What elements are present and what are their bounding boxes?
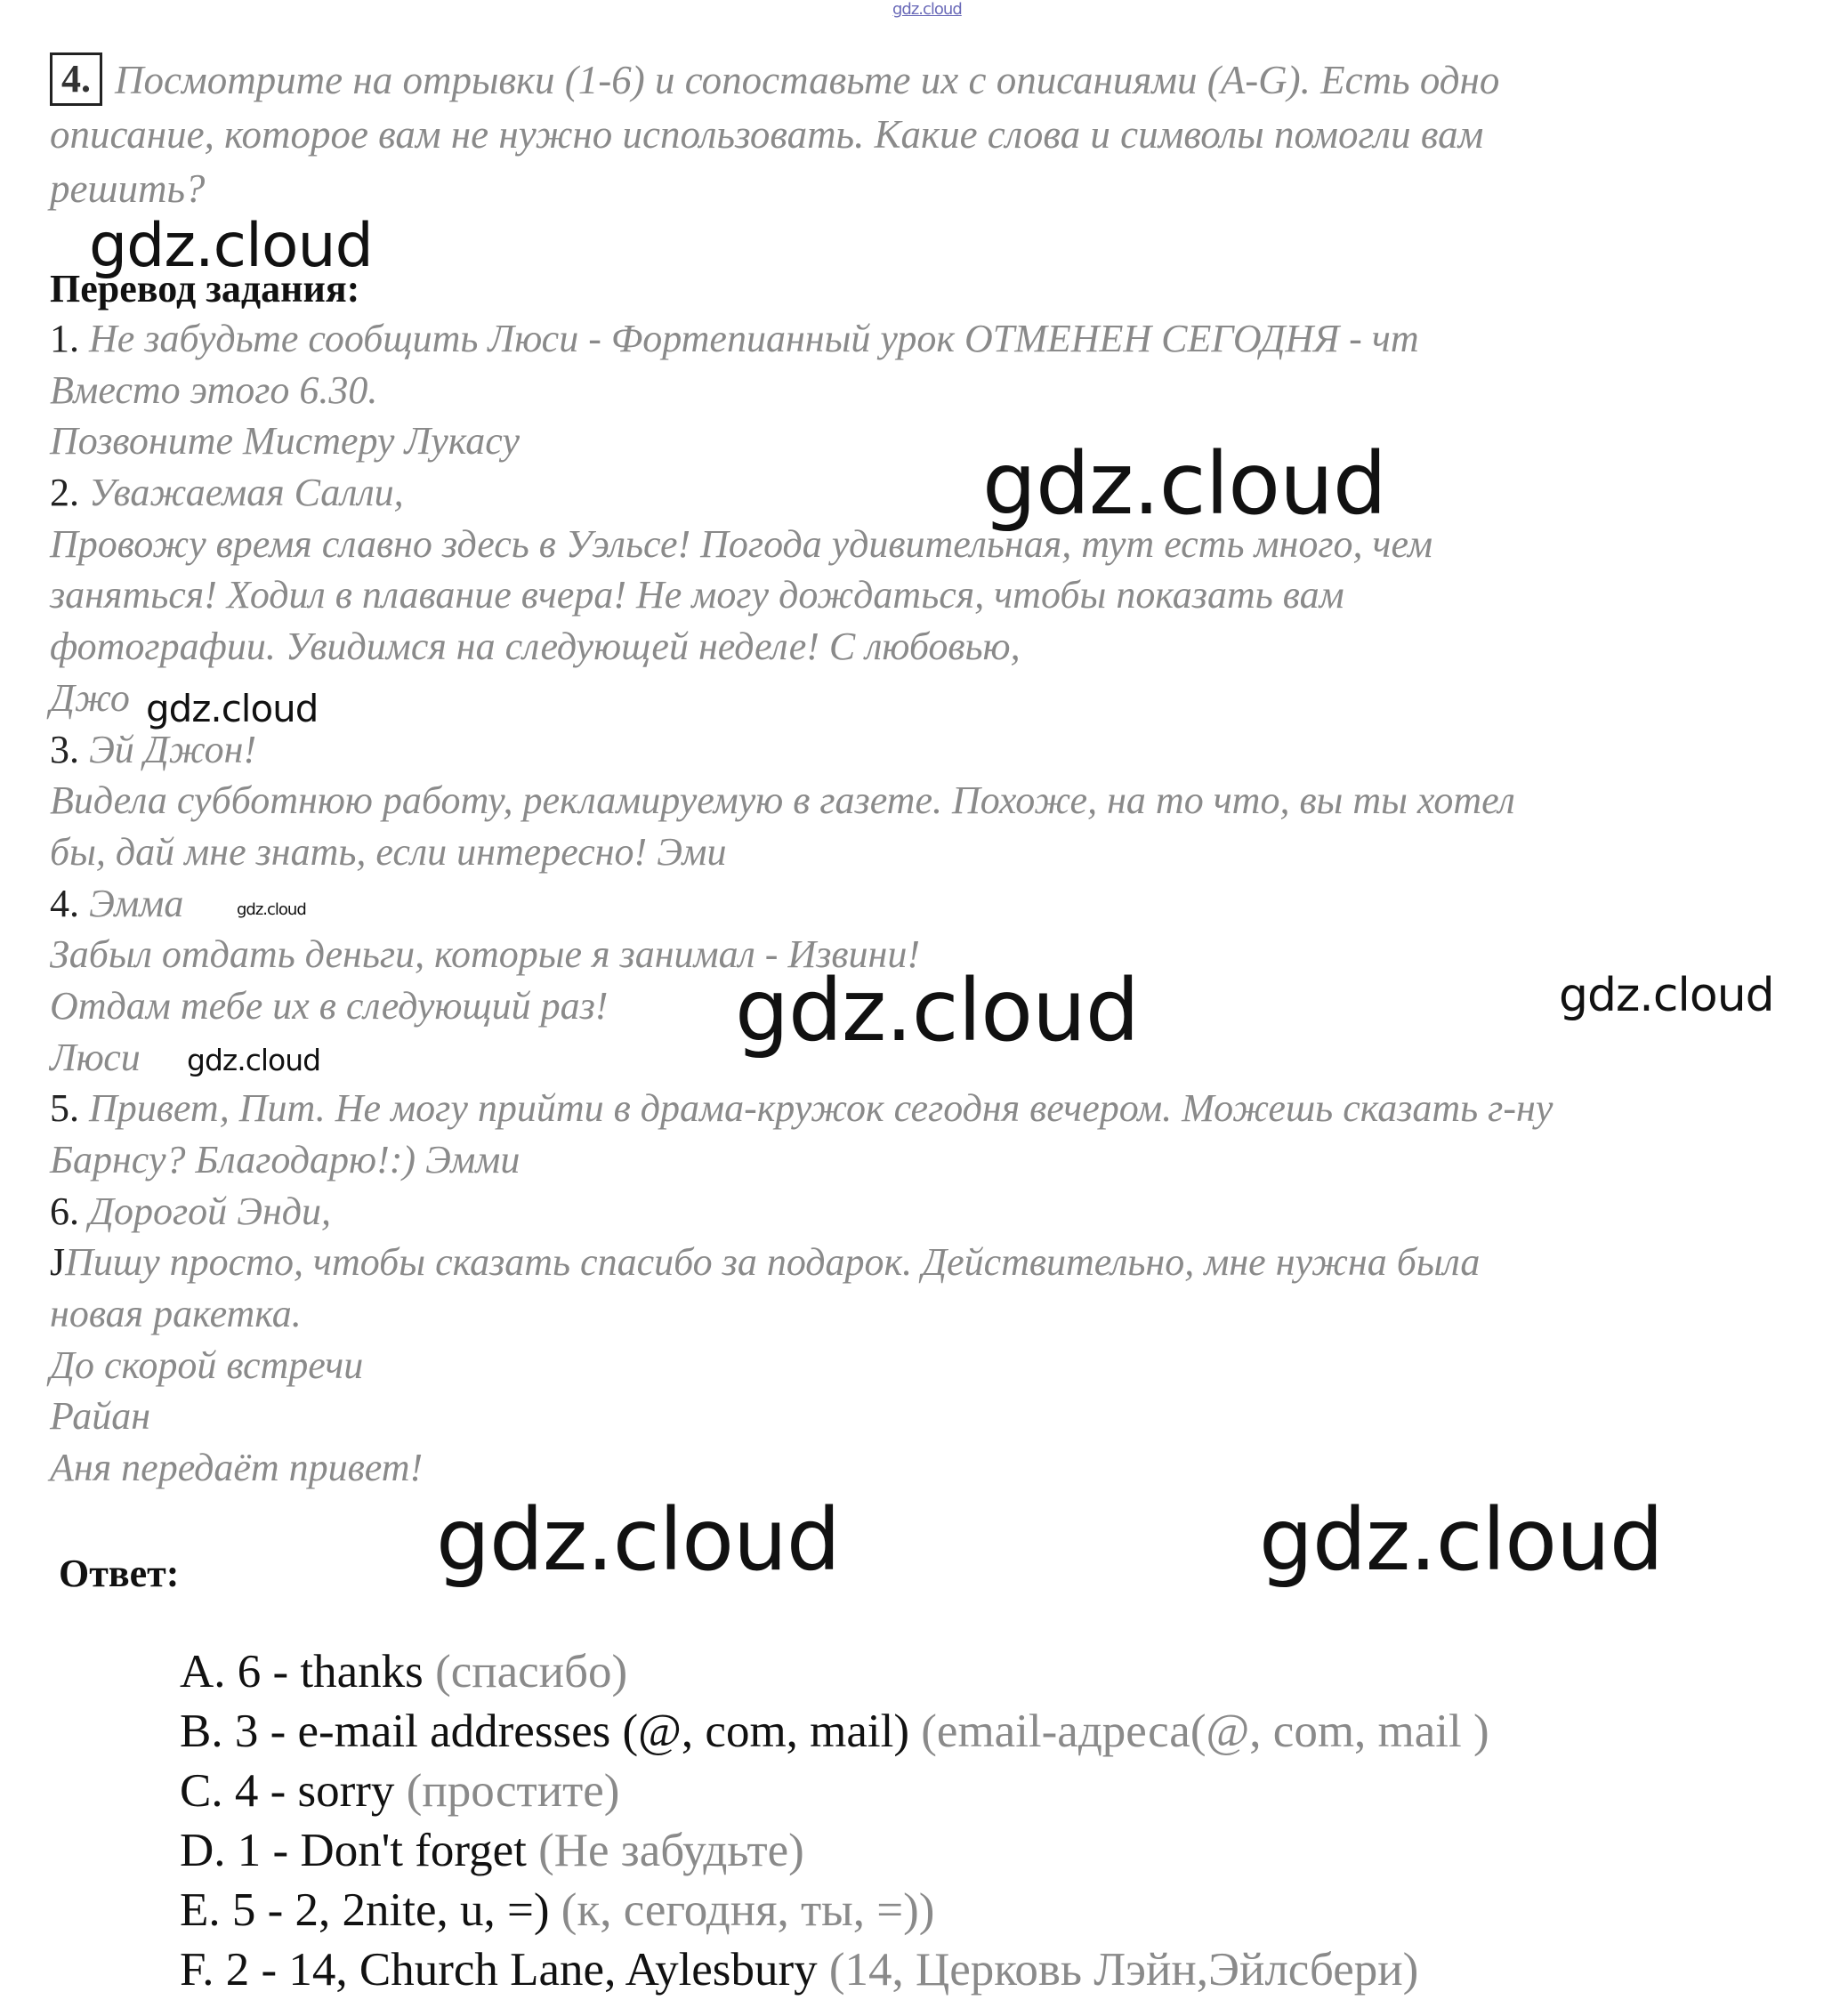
answer-heading: Ответ: [59,1552,180,1595]
answer-ru: (к, сегодня, ты, =)) [561,1884,935,1936]
line-text: До скорой встречи [50,1343,364,1387]
watermark: gdz.cloud [146,687,319,730]
line-text: бы, дай мне знать, если интересно! Эми [50,829,727,874]
item-number: 5. [50,1086,79,1131]
task-number-box: 4. [50,52,102,106]
answer-item [180,1762,1489,1821]
answer-ru: (спасибо) [435,1646,628,1698]
translation-line [50,1134,1785,1186]
line-text: Барнсу? Благодарю!:) Эмми [50,1138,521,1181]
task-line: решить? [50,166,206,211]
item-number: 6. [50,1189,79,1233]
answer-item [180,1881,1489,1940]
watermark: gdz.cloud [89,211,373,281]
translation-line [50,1186,1785,1238]
answer-en: A. 6 - thanks [180,1646,436,1698]
answer-ru: (простите) [406,1765,620,1817]
translation-line [50,1391,1785,1442]
translation-line [50,775,1785,827]
translation-line [50,415,1785,467]
answer-item [180,1642,1489,1702]
line-text: Вместо этого 6.30. [50,367,378,412]
line-text: заняться! Ходил в плавание вчера! Не могу дождаться, чтобы показать вам [50,573,1344,617]
line-text: Отдам тебе их в следующий раз! [50,983,609,1028]
task-line [50,53,1740,108]
translation-heading: Перевод задания: [50,267,360,310]
translation-line [50,827,1785,878]
translation-line [50,1237,1785,1288]
answer-list [180,1642,1489,2000]
line-text: Аня передаёт привет! [50,1446,424,1490]
translation-line [50,929,1785,980]
line-text: Джо [50,675,130,720]
watermark: gdz.cloud [1559,969,1774,1022]
line-text: фотографии. Увидимся на следующей неделе! С любовью, [50,625,1021,669]
line-text: Райан [50,1394,151,1439]
translation-line [50,365,1785,416]
translation-line [50,621,1785,673]
answer-en: D. 1 - Don't forget [180,1825,539,1876]
item-number: 4. [50,881,79,925]
translation-line [50,467,1785,519]
line-text: Позвоните Мистеру Лукасу [50,419,521,464]
line-text: Видела субботнюю работу, рекламируемую в газете. Похоже, на то что, вы ты хотел [50,778,1515,823]
translation-line [50,313,1785,365]
answer-item [180,1821,1489,1881]
translation-line [50,878,1785,930]
line-text: Эй Джон! [79,727,257,771]
answer-en: C. 4 - sorry [180,1765,407,1817]
line-text: Забыл отдать деньги, которые я занимал - Извини! [50,932,920,977]
answer-en: F. 2 - 14, Church Lane, Aylesbury [180,1944,829,1996]
translation-line [50,1032,1785,1084]
line-text: Не забудьте сообщить Люси - Фортепианный урок ОТМЕНЕН СЕГОДНЯ - чт [79,317,1419,360]
line-text: Эмма [79,881,184,925]
item-number: 2. [50,471,79,515]
translation-line [50,1340,1785,1391]
task-statement [50,53,1740,216]
line-text: новая ракетка. [50,1292,302,1336]
translation-line [50,724,1785,776]
watermark-top: gdz.cloud [892,0,962,19]
answer-item [180,1702,1489,1762]
task-line: описание, которое вам не нужно использовать. Какие слова и символы помогли вам [50,112,1484,157]
watermark: gdz.cloud [187,1043,321,1077]
answer-item [180,1940,1489,2000]
watermark: gdz.cloud [237,900,306,919]
answer-ru: (Не забудьте) [538,1825,804,1876]
line-text: Пишу просто, чтобы сказать спасибо за подарок. Действительно, мне нужна была [65,1240,1481,1285]
watermark: gdz.cloud [436,1490,840,1590]
translation-line [50,980,1785,1032]
watermark: gdz.cloud [982,434,1386,534]
item-number: 1. [50,317,79,360]
watermark: gdz.cloud [1259,1490,1663,1590]
answer-en: B. 3 - e-mail addresses (@, com, mail) [180,1706,922,1757]
translation-text [50,313,1785,1494]
line-text: Привет, Пит. Не могу прийти в драма-кружок сегодня вечером. Можешь сказать г-ну [79,1086,1553,1131]
line-text: Люси [50,1035,141,1079]
line-text: Уважаемая Салли, [79,471,404,515]
translation-line [50,1288,1785,1340]
answer-en: E. 5 - 2, 2nite, u, =) [180,1884,561,1936]
task-text: Посмотрите на отрывки (1-6) и сопоставьте их с описаниями (A-G). Есть одно [115,58,1500,102]
watermark: gdz.cloud [735,961,1139,1060]
translation-line [50,519,1785,570]
line-text: Дорогой Энди, [79,1189,332,1233]
translation-line [50,1442,1785,1494]
answer-ru: (email-адреса(@, com, mail ) [921,1706,1489,1757]
translation-line [50,569,1785,621]
answer-ru: (14, Церковь Лэйн,Эйлсбери) [828,1944,1419,1996]
item-number: 3. [50,727,79,771]
translation-line [50,1083,1785,1134]
line-text: Провожу время славно здесь в Уэльсе! Погода удивительная, тут есть много, чем [50,521,1433,566]
translation-line [50,673,1785,724]
item-number: J [50,1240,66,1285]
